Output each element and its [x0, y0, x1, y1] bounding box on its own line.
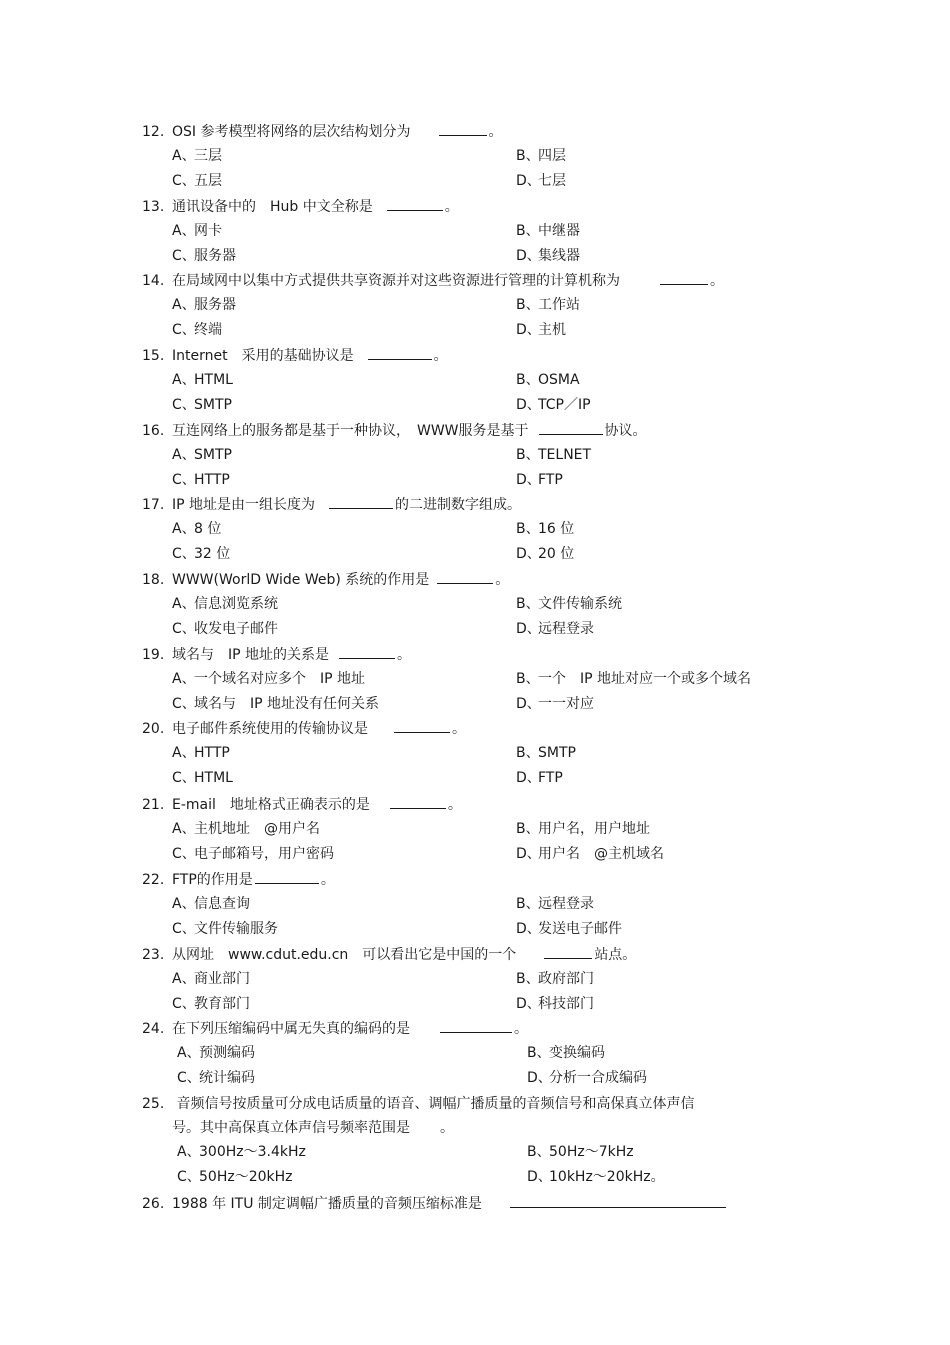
option-text: 远程登录	[538, 621, 594, 637]
option-letter: D、	[516, 472, 541, 488]
question-stem	[142, 1192, 782, 1216]
question-suffix: 。	[452, 721, 466, 737]
question-stem	[142, 868, 782, 892]
option-text: 用户名 @主机域名	[538, 846, 664, 862]
option-letter: C、	[177, 1070, 201, 1086]
option-text: 中继器	[538, 223, 580, 239]
option-text: 10kHz～20kHz。	[549, 1169, 665, 1185]
option-a[interactable]	[172, 144, 222, 168]
option-letter: D、	[516, 846, 541, 862]
question-suffix: 。	[488, 124, 503, 140]
option-text: 四层	[538, 148, 566, 164]
option-letter: D、	[516, 397, 541, 413]
question-stem	[142, 269, 782, 293]
option-d[interactable]	[516, 468, 563, 492]
question-text: E-mail 地址格式正确表示的是	[172, 797, 370, 813]
question-stem	[142, 717, 782, 741]
question-text: WWW(WorlD Wide Web) 系统的作用是	[172, 572, 430, 588]
options	[142, 368, 782, 418]
option-letter: B、	[527, 1045, 551, 1061]
option-text: 统计编码	[199, 1070, 255, 1086]
question-12	[142, 120, 782, 194]
option-b[interactable]	[516, 817, 650, 841]
option-text: 域名与 IP 地址没有任何关系	[194, 696, 380, 712]
question-stem	[142, 195, 782, 219]
option-letter: C、	[172, 621, 196, 637]
question-13	[142, 195, 782, 269]
question-20	[142, 717, 782, 791]
option-letter: B、	[527, 1144, 551, 1160]
option-letter: C、	[172, 248, 196, 264]
options	[142, 1140, 782, 1190]
option-text: HTTP	[194, 472, 230, 488]
question-17	[142, 493, 782, 567]
option-text: HTML	[194, 770, 233, 786]
option-letter: C、	[172, 770, 196, 786]
options	[142, 592, 782, 642]
option-letter: B、	[516, 297, 540, 313]
question-stem	[142, 344, 782, 368]
option-letter: D、	[516, 173, 541, 189]
option-a[interactable]	[177, 1140, 306, 1164]
option-b[interactable]	[527, 1140, 634, 1164]
question-number: 14.	[142, 273, 165, 289]
question-number: 20.	[142, 721, 165, 737]
option-c[interactable]	[172, 542, 230, 566]
option-letter: A、	[172, 821, 196, 837]
option-text: 32 位	[194, 546, 231, 562]
question-23	[142, 943, 782, 1017]
question-number: 25.	[142, 1096, 165, 1112]
option-text: 分析一合成编码	[549, 1070, 647, 1086]
option-text: FTP	[538, 770, 563, 786]
option-c[interactable]	[172, 169, 222, 193]
option-letter: D、	[516, 996, 541, 1012]
option-c[interactable]	[172, 617, 278, 641]
option-a[interactable]	[172, 219, 222, 243]
option-text: 16 位	[538, 521, 575, 537]
option-b[interactable]	[516, 293, 580, 317]
option-text: 发送电子邮件	[538, 921, 622, 937]
option-d[interactable]	[527, 1066, 647, 1090]
option-text: 远程登录	[538, 896, 594, 912]
question-text: FTP的作用是	[172, 872, 253, 888]
option-letter: C、	[172, 173, 196, 189]
option-text: 服务器	[194, 297, 236, 313]
question-number: 22.	[142, 872, 165, 888]
option-a[interactable]	[172, 967, 250, 991]
option-d[interactable]	[516, 992, 594, 1016]
option-a[interactable]	[172, 892, 250, 916]
question-suffix: 。	[433, 348, 448, 364]
answer-blank[interactable]	[544, 944, 592, 959]
option-text: SMTP	[194, 447, 232, 463]
question-stem	[142, 1092, 782, 1116]
options	[142, 967, 782, 1017]
option-text: 一一对应	[538, 696, 594, 712]
option-text: 收发电子邮件	[194, 621, 278, 637]
option-letter: B、	[516, 671, 540, 687]
option-letter: B、	[516, 745, 540, 761]
option-a[interactable]	[172, 293, 236, 317]
option-letter: D、	[516, 770, 541, 786]
option-letter: B、	[516, 223, 540, 239]
option-letter: C、	[172, 846, 196, 862]
option-letter: A、	[172, 223, 196, 239]
answer-blank[interactable]	[439, 121, 487, 136]
question-18	[142, 568, 782, 642]
option-d[interactable]	[516, 692, 594, 716]
options	[142, 1041, 782, 1091]
option-letter: B、	[516, 447, 540, 463]
option-letter: D、	[527, 1070, 552, 1086]
question-stem	[142, 568, 782, 592]
question-number: 23.	[142, 947, 165, 963]
question-text: 1988 年 ITU 制定调幅广播质量的音频压缩标准是	[172, 1196, 482, 1212]
option-letter: D、	[516, 546, 541, 562]
option-letter: D、	[516, 621, 541, 637]
option-d[interactable]	[516, 842, 664, 866]
question-stem	[142, 493, 782, 517]
question-suffix: 。	[440, 1120, 454, 1136]
option-text: 用户名，用户地址	[538, 821, 650, 837]
option-letter: A、	[177, 1144, 201, 1160]
options	[142, 443, 782, 493]
option-text: 主机地址 @用户名	[194, 821, 320, 837]
option-letter: C、	[172, 397, 196, 413]
answer-blank[interactable]	[660, 270, 708, 285]
option-letter: A、	[172, 596, 196, 612]
option-a[interactable]	[172, 443, 232, 467]
option-letter: C、	[172, 322, 196, 338]
option-a[interactable]	[172, 741, 230, 765]
option-text: 信息查询	[194, 896, 250, 912]
option-text: 50Hz～7kHz	[549, 1144, 634, 1160]
option-text: 商业部门	[194, 971, 250, 987]
question-24	[142, 1017, 782, 1091]
question-text: Internet 采用的基础协议是	[172, 348, 354, 364]
question-suffix: 。	[514, 1021, 528, 1037]
answer-blank[interactable]	[437, 569, 493, 584]
option-text: HTTP	[194, 745, 230, 761]
question-stem	[142, 1017, 782, 1041]
option-letter: B、	[516, 896, 540, 912]
option-text: 一个 IP 地址对应一个或多个域名	[538, 671, 752, 687]
question-26	[142, 1192, 782, 1216]
option-letter: A、	[172, 671, 196, 687]
option-b[interactable]	[516, 892, 594, 916]
option-letter: D、	[516, 322, 541, 338]
option-letter: B、	[516, 596, 540, 612]
option-text: OSMA	[538, 372, 580, 388]
answer-blank[interactable]	[539, 420, 603, 435]
option-b[interactable]	[516, 667, 751, 691]
option-text: SMTP	[538, 745, 576, 761]
question-text: 音频信号按质量可分成电话质量的语音、调幅广播质量的音频信号和高保真立体声信	[172, 1096, 695, 1112]
option-letter: C、	[172, 472, 196, 488]
question-number: 18.	[142, 572, 165, 588]
option-text: 教育部门	[194, 996, 250, 1012]
question-text: 从网址 www.cdut.edu.cn 可以看出它是中国的一个	[172, 947, 517, 963]
question-number: 24.	[142, 1021, 165, 1037]
option-letter: A、	[172, 372, 196, 388]
option-c[interactable]	[172, 842, 334, 866]
question-number: 15.	[142, 348, 165, 364]
option-letter: A、	[172, 896, 196, 912]
option-letter: C、	[172, 996, 196, 1012]
option-c[interactable]	[172, 766, 233, 790]
option-letter: B、	[516, 971, 540, 987]
option-b[interactable]	[516, 443, 591, 467]
question-number: 26.	[142, 1196, 165, 1212]
option-text: 三层	[194, 148, 222, 164]
option-a[interactable]	[172, 368, 233, 392]
option-b[interactable]	[516, 741, 576, 765]
option-text: 电子邮箱号，用户密码	[194, 846, 334, 862]
option-a[interactable]	[172, 592, 278, 616]
option-b[interactable]	[516, 967, 594, 991]
option-text: 预测编码	[199, 1045, 255, 1061]
option-letter: D、	[516, 921, 541, 937]
question-stem	[142, 120, 782, 144]
question-15	[142, 344, 782, 418]
option-text: 300Hz～3.4kHz	[199, 1144, 306, 1160]
option-a[interactable]	[172, 517, 221, 541]
option-text: FTP	[538, 472, 563, 488]
question-number: 12.	[142, 124, 165, 140]
option-text: HTML	[194, 372, 233, 388]
question-stem	[142, 643, 782, 667]
option-letter: D、	[516, 248, 541, 264]
question-text: 在局域网中以集中方式提供共享资源并对这些资源进行管理的计算机称为	[172, 273, 620, 289]
option-text: 七层	[538, 173, 566, 189]
options	[142, 293, 782, 343]
option-letter: B、	[516, 821, 540, 837]
answer-blank[interactable]	[394, 718, 450, 733]
question-number: 21.	[142, 797, 165, 813]
option-b[interactable]	[516, 368, 580, 392]
option-c[interactable]	[177, 1066, 255, 1090]
option-text: 工作站	[538, 297, 580, 313]
question-number: 13.	[142, 199, 165, 215]
options	[142, 667, 782, 717]
question-number: 16.	[142, 423, 165, 439]
answer-blank[interactable]	[440, 1018, 512, 1033]
option-letter: C、	[177, 1169, 201, 1185]
option-b[interactable]	[527, 1041, 605, 1065]
question-stem	[142, 943, 782, 967]
answer-blank[interactable]	[387, 196, 443, 211]
option-c[interactable]	[177, 1165, 293, 1189]
option-d[interactable]	[527, 1165, 665, 1189]
options	[142, 741, 782, 791]
question-14	[142, 269, 782, 343]
options	[142, 144, 782, 194]
options	[142, 219, 782, 269]
option-c[interactable]	[172, 244, 236, 268]
question-stem-continued	[142, 1116, 782, 1140]
question-25	[142, 1092, 782, 1190]
answer-blank[interactable]	[329, 494, 393, 509]
option-text: 集线器	[538, 248, 580, 264]
option-text: 一个域名对应多个 IP 地址	[194, 671, 366, 687]
option-letter: C、	[172, 696, 196, 712]
options	[142, 817, 782, 867]
option-letter: B、	[516, 372, 540, 388]
option-c[interactable]	[172, 692, 379, 716]
option-letter: A、	[177, 1045, 201, 1061]
question-21	[142, 793, 782, 867]
answer-blank[interactable]	[510, 1193, 726, 1208]
option-text: 信息浏览系统	[194, 596, 278, 612]
option-text: 政府部门	[538, 971, 594, 987]
question-suffix: 。	[710, 273, 724, 289]
question-suffix: 。	[320, 872, 335, 888]
option-letter: C、	[172, 546, 196, 562]
option-letter: B、	[516, 521, 540, 537]
question-number: 17.	[142, 497, 165, 513]
option-letter: D、	[516, 696, 541, 712]
option-c[interactable]	[172, 917, 278, 941]
options	[142, 517, 782, 567]
question-suffix: 。	[397, 647, 412, 663]
option-c[interactable]	[172, 393, 232, 417]
option-b[interactable]	[516, 219, 580, 243]
option-text: 变换编码	[549, 1045, 605, 1061]
option-text: 五层	[194, 173, 222, 189]
question-suffix: 的二进制数字组成。	[395, 497, 522, 513]
option-text: 50Hz～20kHz	[199, 1169, 293, 1185]
option-text: 文件传输系统	[538, 596, 622, 612]
option-a[interactable]	[172, 817, 320, 841]
answer-blank[interactable]	[368, 345, 432, 360]
question-text: 域名与 IP 地址的关系是	[172, 647, 330, 663]
option-letter: A、	[172, 148, 196, 164]
answer-blank[interactable]	[339, 644, 395, 659]
question-16	[142, 419, 782, 493]
option-d[interactable]	[516, 169, 566, 193]
question-suffix: 。	[444, 199, 459, 215]
option-c[interactable]	[172, 468, 230, 492]
option-c[interactable]	[172, 318, 222, 342]
option-text: 文件传输服务	[194, 921, 278, 937]
question-text: 电子邮件系统使用的传输协议是	[172, 721, 368, 737]
question-text: 互连网络上的服务都是基于一种协议， WWW服务是基于	[172, 423, 529, 439]
option-text: 20 位	[538, 546, 575, 562]
question-text: OSI 参考模型将网络的层次结构划分为	[172, 124, 411, 140]
question-number: 19.	[142, 647, 165, 663]
question-text: 通讯设备中的 Hub 中文全称是	[172, 199, 373, 215]
option-text: TELNET	[538, 447, 592, 463]
option-b[interactable]	[516, 592, 622, 616]
option-text: 科技部门	[538, 996, 594, 1012]
option-c[interactable]	[172, 992, 250, 1016]
option-letter: C、	[172, 921, 196, 937]
option-letter: A、	[172, 521, 196, 537]
option-d[interactable]	[516, 766, 563, 790]
option-d[interactable]	[516, 542, 574, 566]
question-22	[142, 868, 782, 942]
options	[142, 892, 782, 942]
option-b[interactable]	[516, 144, 566, 168]
question-suffix: 协议。	[604, 423, 647, 439]
question-19	[142, 643, 782, 717]
question-stem	[142, 793, 782, 817]
answer-blank[interactable]	[255, 869, 319, 884]
option-text: 终端	[194, 322, 222, 338]
question-text: 在下列压缩编码中属无失真的编码的是	[172, 1021, 410, 1037]
option-b[interactable]	[516, 517, 574, 541]
question-suffix: 站点。	[594, 947, 637, 963]
option-letter: A、	[172, 971, 196, 987]
option-letter: A、	[172, 745, 196, 761]
option-letter: B、	[516, 148, 540, 164]
option-letter: A、	[172, 297, 196, 313]
option-d[interactable]	[516, 244, 580, 268]
answer-blank[interactable]	[390, 794, 446, 809]
option-text: 服务器	[194, 248, 236, 264]
option-letter: D、	[527, 1169, 552, 1185]
question-text-continued: 号。其中高保真立体声信号频率范围是	[172, 1120, 410, 1136]
option-text: 网卡	[194, 223, 222, 239]
option-letter: A、	[172, 447, 196, 463]
question-suffix: 。	[495, 572, 510, 588]
option-text: 8 位	[194, 521, 222, 537]
option-d[interactable]	[516, 617, 594, 641]
question-stem	[142, 419, 782, 443]
question-suffix: 。	[447, 797, 462, 813]
option-text: TCP／IP	[538, 397, 591, 413]
option-text: 主机	[538, 322, 566, 338]
option-d[interactable]	[516, 917, 622, 941]
option-d[interactable]	[516, 393, 591, 417]
option-d[interactable]	[516, 318, 566, 342]
option-a[interactable]	[177, 1041, 255, 1065]
question-text: IP 地址是由一组长度为	[172, 497, 316, 513]
option-text: SMTP	[194, 397, 232, 413]
option-a[interactable]	[172, 667, 365, 691]
